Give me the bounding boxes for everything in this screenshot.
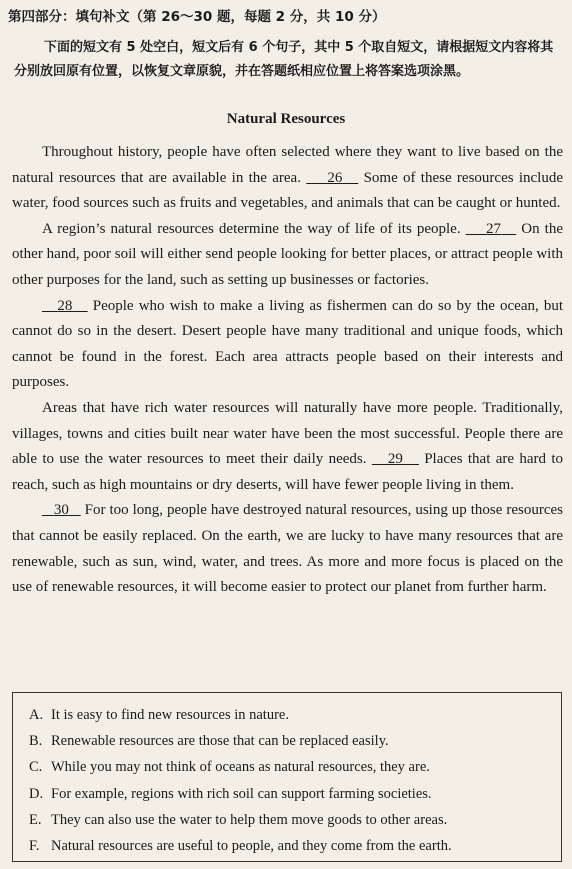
option-b [29, 728, 561, 754]
paragraph-text: Throughout history, people have often selected where they want to live based on the natural resources that are available in the area. [12, 144, 563, 186]
blank-28: 28 [57, 297, 73, 314]
blank-27: 27 [485, 220, 501, 237]
paragraph-4 [12, 396, 563, 498]
option-c [29, 754, 561, 780]
paragraph-text: Places that are hard to reach, such as high mountains or dry deserts, will have fewer people living in them. [12, 451, 564, 493]
paragraph-text: Areas that have rich water resources will naturally have more people. Traditionally, villages, towns and cities built near water have been the most successful. People there are able to use the water resources to meet their daily needs. [12, 399, 563, 468]
instructions: 下面的短文有 5 处空白，短文后有 6 个句子，其中 5 个取自短文，请根据短文内容将其分别放回原有位置，以恢复文章原貌，并在答题纸相应位置上将答案选项涂黑。 [14, 40, 554, 79]
paragraph-1 [12, 140, 563, 217]
option-letter: F. [29, 838, 40, 855]
passage-body [12, 140, 563, 601]
option-letter: C. [29, 759, 43, 776]
paragraph-text: Some of these resources include water, food sources such as fruits and vegetables, and animals that can be caught or hunted. [12, 169, 563, 212]
paragraph-text: A region’s natural resources determine the way of life of its people. [42, 220, 466, 237]
paragraph-text: On the other hand, poor soil will either send people looking for better places, or attract people with other purposes for the land, such as setting up businesses or factories. [12, 220, 563, 288]
option-text: Renewable resources are those that can be replaced easily. [51, 733, 389, 750]
passage-title: Natural Resources [226, 111, 346, 127]
option-e [29, 807, 561, 833]
option-letter: A. [29, 707, 44, 723]
option-d [29, 781, 561, 807]
paragraph-2 [12, 217, 563, 294]
blank-26: 26 [327, 169, 343, 186]
paragraph-text: People who wish to make a living as fishermen can do so by the ocean, but cannot do so in the desert. Desert people have many traditional and unique foods, which cannot be found in the forest. Each area attracts people based on their interests and purposes. [12, 297, 564, 391]
option-f [29, 833, 561, 859]
option-text: They can also use the water to help them move goods to other areas. [51, 811, 448, 828]
options-box [12, 692, 562, 862]
section-header: 第四部分：填句补文（第 26～30 题，每题 2 分，共 10 分） [8, 9, 386, 25]
blank-29: 29 [387, 451, 403, 468]
paragraph-3 [12, 294, 563, 396]
option-letter: E. [29, 811, 42, 828]
option-text: Natural resources are useful to people, and they come from the earth. [51, 838, 452, 855]
option-a [29, 702, 561, 728]
blank-30: 30 [53, 502, 69, 519]
paragraph-text: For too long, people have destroyed natural resources, using up those resources that cannot be easily replaced. On the earth, we are lucky to have many resources that are renewable, such as sun, wind, water, and trees. As more and more focus is placed on the use of renewable resources, it will become easier to protect our planet from further harm. [12, 502, 564, 596]
option-text: While you may not think of oceans as natural resources, they are. [51, 759, 430, 776]
paragraph-5 [12, 498, 563, 600]
option-text: It is easy to find new resources in nature. [51, 707, 289, 723]
option-letter: D. [29, 785, 44, 802]
option-text: For example, regions with rich soil can support farming societies. [51, 785, 432, 802]
option-letter: B. [29, 733, 43, 750]
